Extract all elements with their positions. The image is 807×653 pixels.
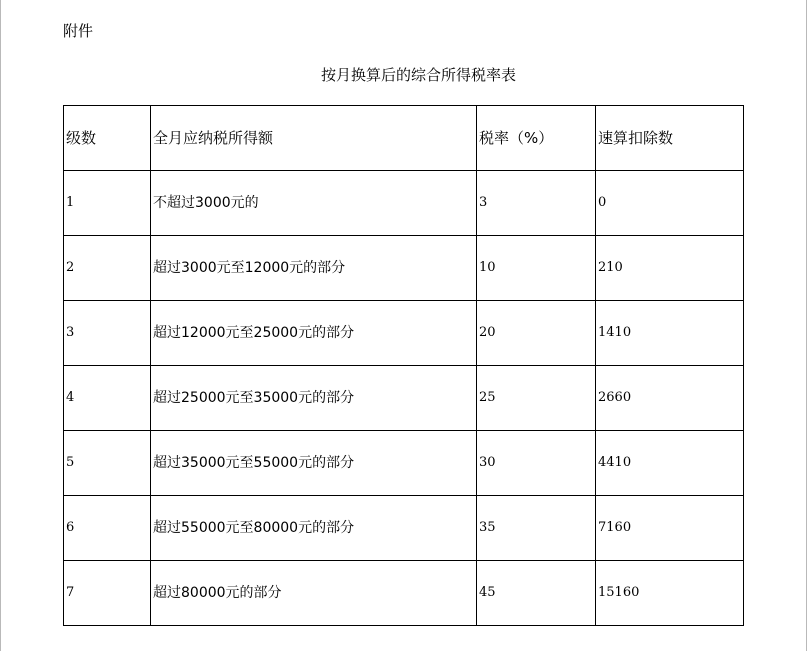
cell-deduction: 7160 [596, 496, 744, 561]
cell-level: 4 [64, 366, 151, 431]
cell-rate: 30 [477, 431, 596, 496]
cell-deduction: 2660 [596, 366, 744, 431]
cell-deduction: 1410 [596, 301, 744, 366]
cell-income: 超过80000元的部分 [151, 561, 477, 626]
cell-income: 不超过3000元的 [151, 171, 477, 236]
cell-level: 2 [64, 236, 151, 301]
cell-rate: 20 [477, 301, 596, 366]
table-row [64, 366, 744, 431]
cell-level: 3 [64, 301, 151, 366]
cell-rate: 10 [477, 236, 596, 301]
header-deduction: 速算扣除数 [596, 106, 744, 171]
cell-income: 超过25000元至35000元的部分 [151, 366, 477, 431]
header-income: 全月应纳税所得额 [151, 106, 477, 171]
attachment-label: 附件 [63, 22, 94, 40]
cell-level: 7 [64, 561, 151, 626]
cell-level: 6 [64, 496, 151, 561]
cell-income: 超过55000元至80000元的部分 [151, 496, 477, 561]
cell-rate: 35 [477, 496, 596, 561]
table-header-row [64, 106, 744, 171]
header-rate: 税率（%） [477, 106, 596, 171]
table-row [64, 561, 744, 626]
cell-level: 5 [64, 431, 151, 496]
document-title: 按月换算后的综合所得税率表 [320, 66, 516, 84]
cell-income: 超过35000元至55000元的部分 [151, 431, 477, 496]
cell-deduction: 15160 [596, 561, 744, 626]
table-row [64, 301, 744, 366]
cell-rate: 3 [477, 171, 596, 236]
cell-deduction: 210 [596, 236, 744, 301]
header-level: 级数 [64, 106, 151, 171]
cell-rate: 45 [477, 561, 596, 626]
table-row [64, 496, 744, 561]
cell-level: 1 [64, 171, 151, 236]
cell-income: 超过12000元至25000元的部分 [151, 301, 477, 366]
cell-rate: 25 [477, 366, 596, 431]
table-row [64, 171, 744, 236]
cell-deduction: 0 [596, 171, 744, 236]
cell-deduction: 4410 [596, 431, 744, 496]
tax-rate-table [63, 105, 744, 626]
table-row [64, 431, 744, 496]
table-row [64, 236, 744, 301]
cell-income: 超过3000元至12000元的部分 [151, 236, 477, 301]
